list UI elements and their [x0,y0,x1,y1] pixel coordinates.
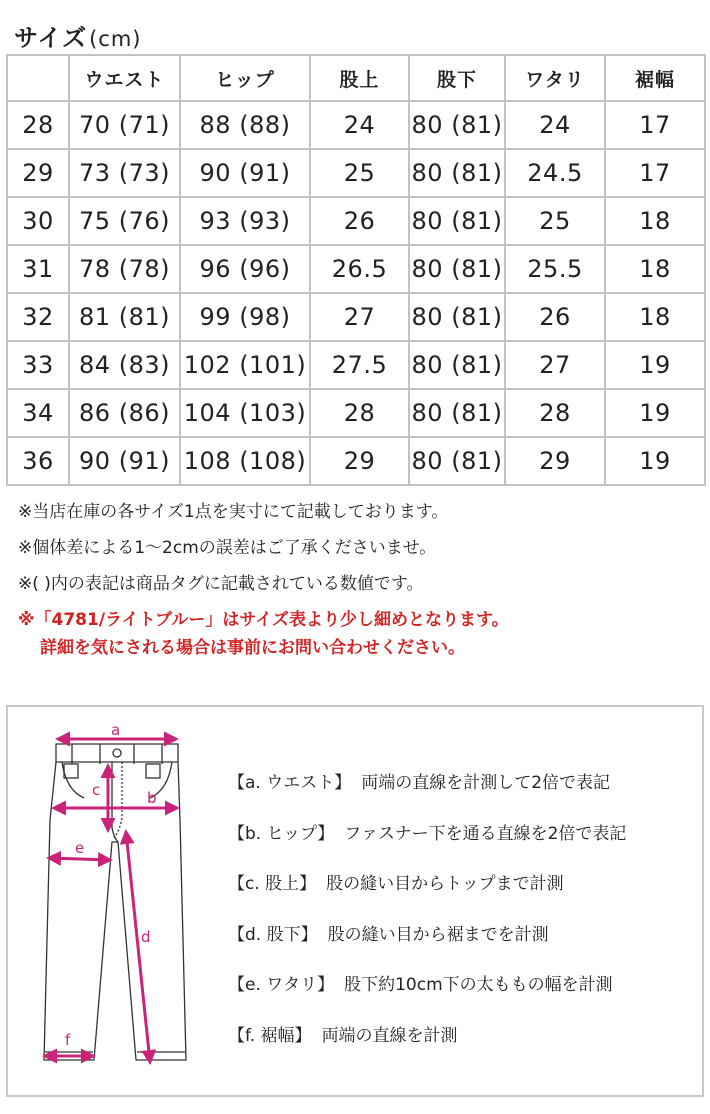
legend-desc: 股下約10cm下の太ももの幅を計測 [344,975,613,995]
label-b: b [147,789,157,807]
table-cell: 81 (81) [69,293,180,341]
header-cell: ヒップ [180,55,310,101]
table-cell: 26.5 [310,245,409,293]
note-line: ※( )内の表記は商品タグに記載されている数値です。 [18,574,424,594]
table-cell: 80 (81) [409,437,505,485]
table-cell: 17 [605,149,705,197]
legend-key: 【b. ヒップ】 [228,823,335,844]
legend-key: 【c. 股上】 [228,874,317,894]
measurement-legend [228,768,626,1071]
label-c: c [92,781,101,799]
table-cell: 80 (81) [409,245,505,293]
table-cell: 80 (81) [409,389,505,437]
table-cell: 29 [505,437,605,485]
legend-item-hem [228,1021,626,1072]
size-cell: 29 [7,149,69,197]
table-cell: 80 (81) [409,341,505,389]
table-cell: 26 [310,197,409,245]
table-cell: 70 (71) [69,101,180,149]
table-cell: 104 (103) [180,389,310,437]
table-cell: 27.5 [310,341,409,389]
table-cell: 90 (91) [180,149,310,197]
label-f: f [65,1031,71,1049]
warning-note: ※「4781/ライトブルー」はサイズ表より少し細めとなります。 [18,610,509,630]
legend-key: 【e. ワタリ】 [228,975,335,995]
table-cell: 88 (88) [180,101,310,149]
table-cell: 84 (83) [69,341,180,389]
legend-item-hip [228,819,626,870]
table-cell: 80 (81) [409,149,505,197]
table-cell: 80 (81) [409,101,505,149]
note-line: ※当店在庫の各サイズ1点を実寸にて記載しております。 [18,502,449,522]
legend-desc: 両端の直線を計測して2倍で表記 [361,773,611,793]
legend-desc: ファスナー下を通る直線を2倍で表記 [344,823,627,844]
table-cell: 26 [505,293,605,341]
note-line: ※個体差による1〜2cmの誤差はご了承くださいませ。 [18,538,437,558]
table-cell: 24.5 [505,149,605,197]
size-cell: 34 [7,389,69,437]
table-cell: 27 [310,293,409,341]
table-cell: 18 [605,245,705,293]
table-cell: 29 [310,437,409,485]
header-cell: 股下 [409,55,505,101]
table-cell: 80 (81) [409,197,505,245]
table-cell: 25 [310,149,409,197]
table-cell: 99 (98) [180,293,310,341]
table-cell: 18 [605,197,705,245]
legend-item-inseam [228,920,626,971]
legend-key: 【a. ウエスト】 [228,773,352,793]
table-cell: 27 [505,341,605,389]
header-cell: ワタリ [505,55,605,101]
header-cell: 股上 [310,55,409,101]
table-cell: 80 (81) [409,293,505,341]
table-cell: 75 (76) [69,197,180,245]
header-cell: 裾幅 [605,55,705,101]
table-cell: 93 (93) [180,197,310,245]
size-cell: 28 [7,101,69,149]
size-cell: 32 [7,293,69,341]
legend-item-rise [228,869,626,920]
legend-desc: 股の縫い目から裾までを計測 [327,924,549,945]
table-cell: 19 [605,389,705,437]
table-cell: 96 (96) [180,245,310,293]
table-cell: 17 [605,101,705,149]
table-cell: 90 (91) [69,437,180,485]
title-unit: (cm) [89,27,142,51]
legend-item-waist [228,768,626,819]
table-cell: 24 [310,101,409,149]
table-cell: 108 (108) [180,437,310,485]
table-cell: 28 [310,389,409,437]
size-cell: 31 [7,245,69,293]
table-cell: 78 (78) [69,245,180,293]
size-cell: 30 [7,197,69,245]
pants-outline [44,744,186,1060]
table-cell: 25 [505,197,605,245]
size-cell: 33 [7,341,69,389]
table-cell: 19 [605,437,705,485]
title-text: サイズ [14,24,88,52]
label-e: e [75,839,85,857]
table-cell: 25.5 [505,245,605,293]
legend-desc: 両端の直線を計測 [321,1025,458,1046]
legend-desc: 股の縫い目からトップまで計測 [326,874,564,894]
header-cell: ウエスト [69,55,180,101]
table-cell: 28 [505,389,605,437]
legend-item-thigh [228,970,626,1021]
warning-note: 詳細を気にされる場合は事前にお問い合わせください。 [40,638,465,658]
table-cell: 73 (73) [69,149,180,197]
label-a: a [111,721,121,739]
table-cell: 86 (86) [69,389,180,437]
arrow-d [126,832,150,1062]
arrow-e [49,858,110,860]
legend-key: 【f. 裾幅】 [228,1025,312,1046]
table-cell: 102 (101) [180,341,310,389]
measurement-arrows [45,739,177,1062]
table-cell: 18 [605,293,705,341]
label-d: d [141,928,151,946]
legend-key: 【d. 股下】 [228,924,318,945]
table-cell: 24 [505,101,605,149]
table-cell: 19 [605,341,705,389]
size-cell: 36 [7,437,69,485]
